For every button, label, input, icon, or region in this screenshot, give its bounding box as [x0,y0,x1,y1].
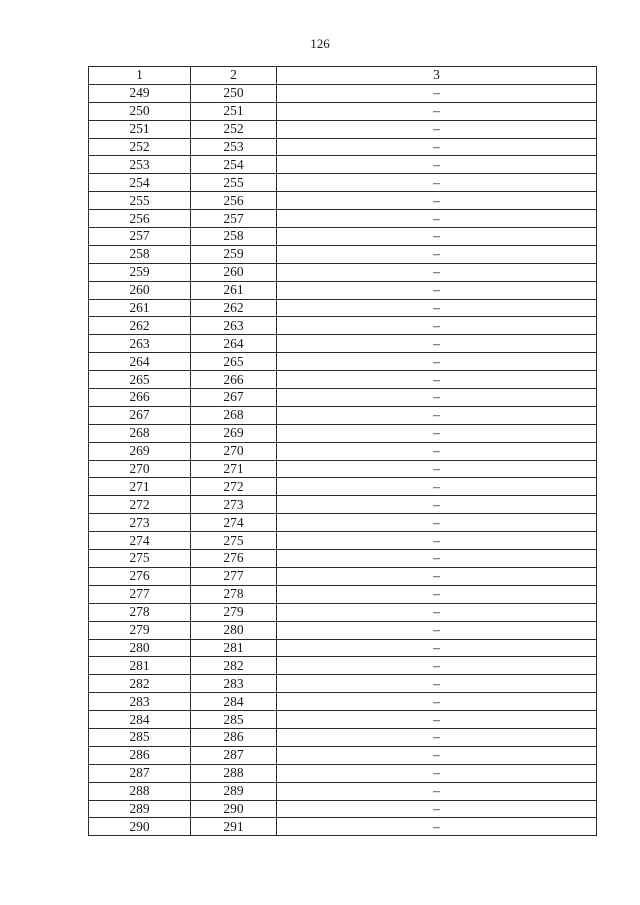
cell-col-2: 284 [191,693,277,711]
cell-col-3: – [277,120,597,138]
cell-col-3: – [277,371,597,389]
table-row [89,514,597,532]
cell-col-3: – [277,657,597,675]
cell-col-1: 287 [89,764,191,782]
table-row [89,228,597,246]
cell-col-1: 258 [89,245,191,263]
cell-col-2: 280 [191,621,277,639]
table-row [89,102,597,120]
cell-col-3: – [277,514,597,532]
cell-col-3: – [277,424,597,442]
table-row [89,532,597,550]
table-row [89,693,597,711]
cell-col-3: – [277,263,597,281]
cell-col-1: 270 [89,460,191,478]
cell-col-1: 272 [89,496,191,514]
cell-col-1: 253 [89,156,191,174]
cell-col-2: 258 [191,228,277,246]
cell-col-2: 277 [191,567,277,585]
table-row [89,406,597,424]
cell-col-3: – [277,192,597,210]
table-row [89,675,597,693]
column-header-2: 2 [191,67,277,85]
table-row [89,478,597,496]
cell-col-1: 286 [89,746,191,764]
table-row [89,245,597,263]
cell-col-2: 253 [191,138,277,156]
cell-col-1: 257 [89,228,191,246]
cell-col-1: 280 [89,639,191,657]
cell-col-3: – [277,174,597,192]
table-row [89,603,597,621]
cell-col-2: 252 [191,120,277,138]
table-row [89,621,597,639]
cell-col-2: 275 [191,532,277,550]
cell-col-2: 262 [191,299,277,317]
cell-col-2: 250 [191,84,277,102]
table-row [89,317,597,335]
cell-col-2: 251 [191,102,277,120]
cell-col-3: – [277,603,597,621]
cell-col-1: 277 [89,585,191,603]
cell-col-3: – [277,299,597,317]
cell-col-1: 273 [89,514,191,532]
cell-col-1: 260 [89,281,191,299]
cell-col-1: 249 [89,84,191,102]
cell-col-3: – [277,389,597,407]
cell-col-2: 266 [191,371,277,389]
table-row [89,84,597,102]
table-row [89,210,597,228]
cell-col-3: – [277,764,597,782]
cell-col-3: – [277,138,597,156]
cell-col-3: – [277,621,597,639]
cell-col-2: 278 [191,585,277,603]
cell-col-2: 259 [191,245,277,263]
cell-col-3: – [277,782,597,800]
cell-col-2: 271 [191,460,277,478]
table-row [89,657,597,675]
table-row [89,800,597,818]
cell-col-2: 287 [191,746,277,764]
header-row [89,67,597,85]
cell-col-2: 273 [191,496,277,514]
cell-col-2: 289 [191,782,277,800]
table-row [89,156,597,174]
cell-col-3: – [277,281,597,299]
table-row [89,782,597,800]
cell-col-3: – [277,406,597,424]
cell-col-1: 275 [89,550,191,568]
cell-col-3: – [277,353,597,371]
cell-col-1: 266 [89,389,191,407]
cell-col-2: 279 [191,603,277,621]
cell-col-2: 281 [191,639,277,657]
cell-col-2: 254 [191,156,277,174]
table-row [89,728,597,746]
table-row [89,389,597,407]
cell-col-3: – [277,478,597,496]
table-row [89,550,597,568]
column-header-3: 3 [277,67,597,85]
table-header [89,67,597,85]
cell-col-1: 259 [89,263,191,281]
cell-col-1: 282 [89,675,191,693]
cell-col-1: 290 [89,818,191,836]
cell-col-1: 252 [89,138,191,156]
cell-col-2: 260 [191,263,277,281]
cell-col-1: 261 [89,299,191,317]
table-row [89,281,597,299]
cell-col-2: 256 [191,192,277,210]
cell-col-1: 267 [89,406,191,424]
cell-col-1: 271 [89,478,191,496]
cell-col-2: 291 [191,818,277,836]
cell-col-1: 276 [89,567,191,585]
cell-col-2: 270 [191,442,277,460]
cell-col-3: – [277,746,597,764]
cell-col-2: 267 [191,389,277,407]
cell-col-1: 251 [89,120,191,138]
cell-col-1: 269 [89,442,191,460]
cell-col-2: 276 [191,550,277,568]
table-row [89,764,597,782]
cell-col-1: 263 [89,335,191,353]
page-number: 126 [310,36,330,51]
cell-col-1: 256 [89,210,191,228]
table-body [89,84,597,835]
cell-col-2: 274 [191,514,277,532]
cell-col-1: 268 [89,424,191,442]
cell-col-2: 290 [191,800,277,818]
table-row [89,138,597,156]
cell-col-3: – [277,317,597,335]
cell-col-1: 278 [89,603,191,621]
cell-col-3: – [277,800,597,818]
cell-col-1: 262 [89,317,191,335]
cell-col-2: 257 [191,210,277,228]
table-row [89,424,597,442]
cell-col-1: 289 [89,800,191,818]
cell-col-3: – [277,818,597,836]
cell-col-3: – [277,496,597,514]
cell-col-1: 255 [89,192,191,210]
table-row [89,567,597,585]
table-row [89,746,597,764]
cell-col-3: – [277,711,597,729]
cell-col-1: 285 [89,728,191,746]
cell-col-3: – [277,693,597,711]
cell-col-3: – [277,567,597,585]
cell-col-1: 274 [89,532,191,550]
table-row [89,192,597,210]
cell-col-1: 279 [89,621,191,639]
column-header-1: 1 [89,67,191,85]
cell-col-3: – [277,84,597,102]
cell-col-1: 283 [89,693,191,711]
cell-col-2: 272 [191,478,277,496]
table-row [89,335,597,353]
cell-col-2: 265 [191,353,277,371]
cell-col-3: – [277,102,597,120]
cell-col-3: – [277,639,597,657]
table-row [89,353,597,371]
table-row [89,371,597,389]
table-row [89,299,597,317]
cell-col-3: – [277,675,597,693]
cell-col-3: – [277,210,597,228]
table-row [89,496,597,514]
cell-col-2: 286 [191,728,277,746]
cell-col-2: 285 [191,711,277,729]
cell-col-1: 264 [89,353,191,371]
cell-col-3: – [277,245,597,263]
cell-col-1: 288 [89,782,191,800]
table-row [89,585,597,603]
cell-col-2: 255 [191,174,277,192]
table-row [89,818,597,836]
cell-col-3: – [277,585,597,603]
cell-col-3: – [277,532,597,550]
cell-col-2: 269 [191,424,277,442]
cell-col-2: 268 [191,406,277,424]
cell-col-3: – [277,156,597,174]
cell-col-2: 283 [191,675,277,693]
table-row [89,120,597,138]
cell-col-3: – [277,228,597,246]
cell-col-3: – [277,550,597,568]
cell-col-3: – [277,442,597,460]
table-row [89,460,597,478]
cell-col-2: 264 [191,335,277,353]
cell-col-2: 263 [191,317,277,335]
cell-col-2: 261 [191,281,277,299]
cell-col-1: 250 [89,102,191,120]
cell-col-3: – [277,728,597,746]
cell-col-3: – [277,460,597,478]
cell-col-2: 288 [191,764,277,782]
data-table [88,66,597,836]
table-row [89,711,597,729]
cell-col-1: 284 [89,711,191,729]
table-row [89,174,597,192]
cell-col-2: 282 [191,657,277,675]
cell-col-1: 254 [89,174,191,192]
table-row [89,639,597,657]
table-row [89,263,597,281]
cell-col-1: 281 [89,657,191,675]
cell-col-3: – [277,335,597,353]
cell-col-1: 265 [89,371,191,389]
table-row [89,442,597,460]
